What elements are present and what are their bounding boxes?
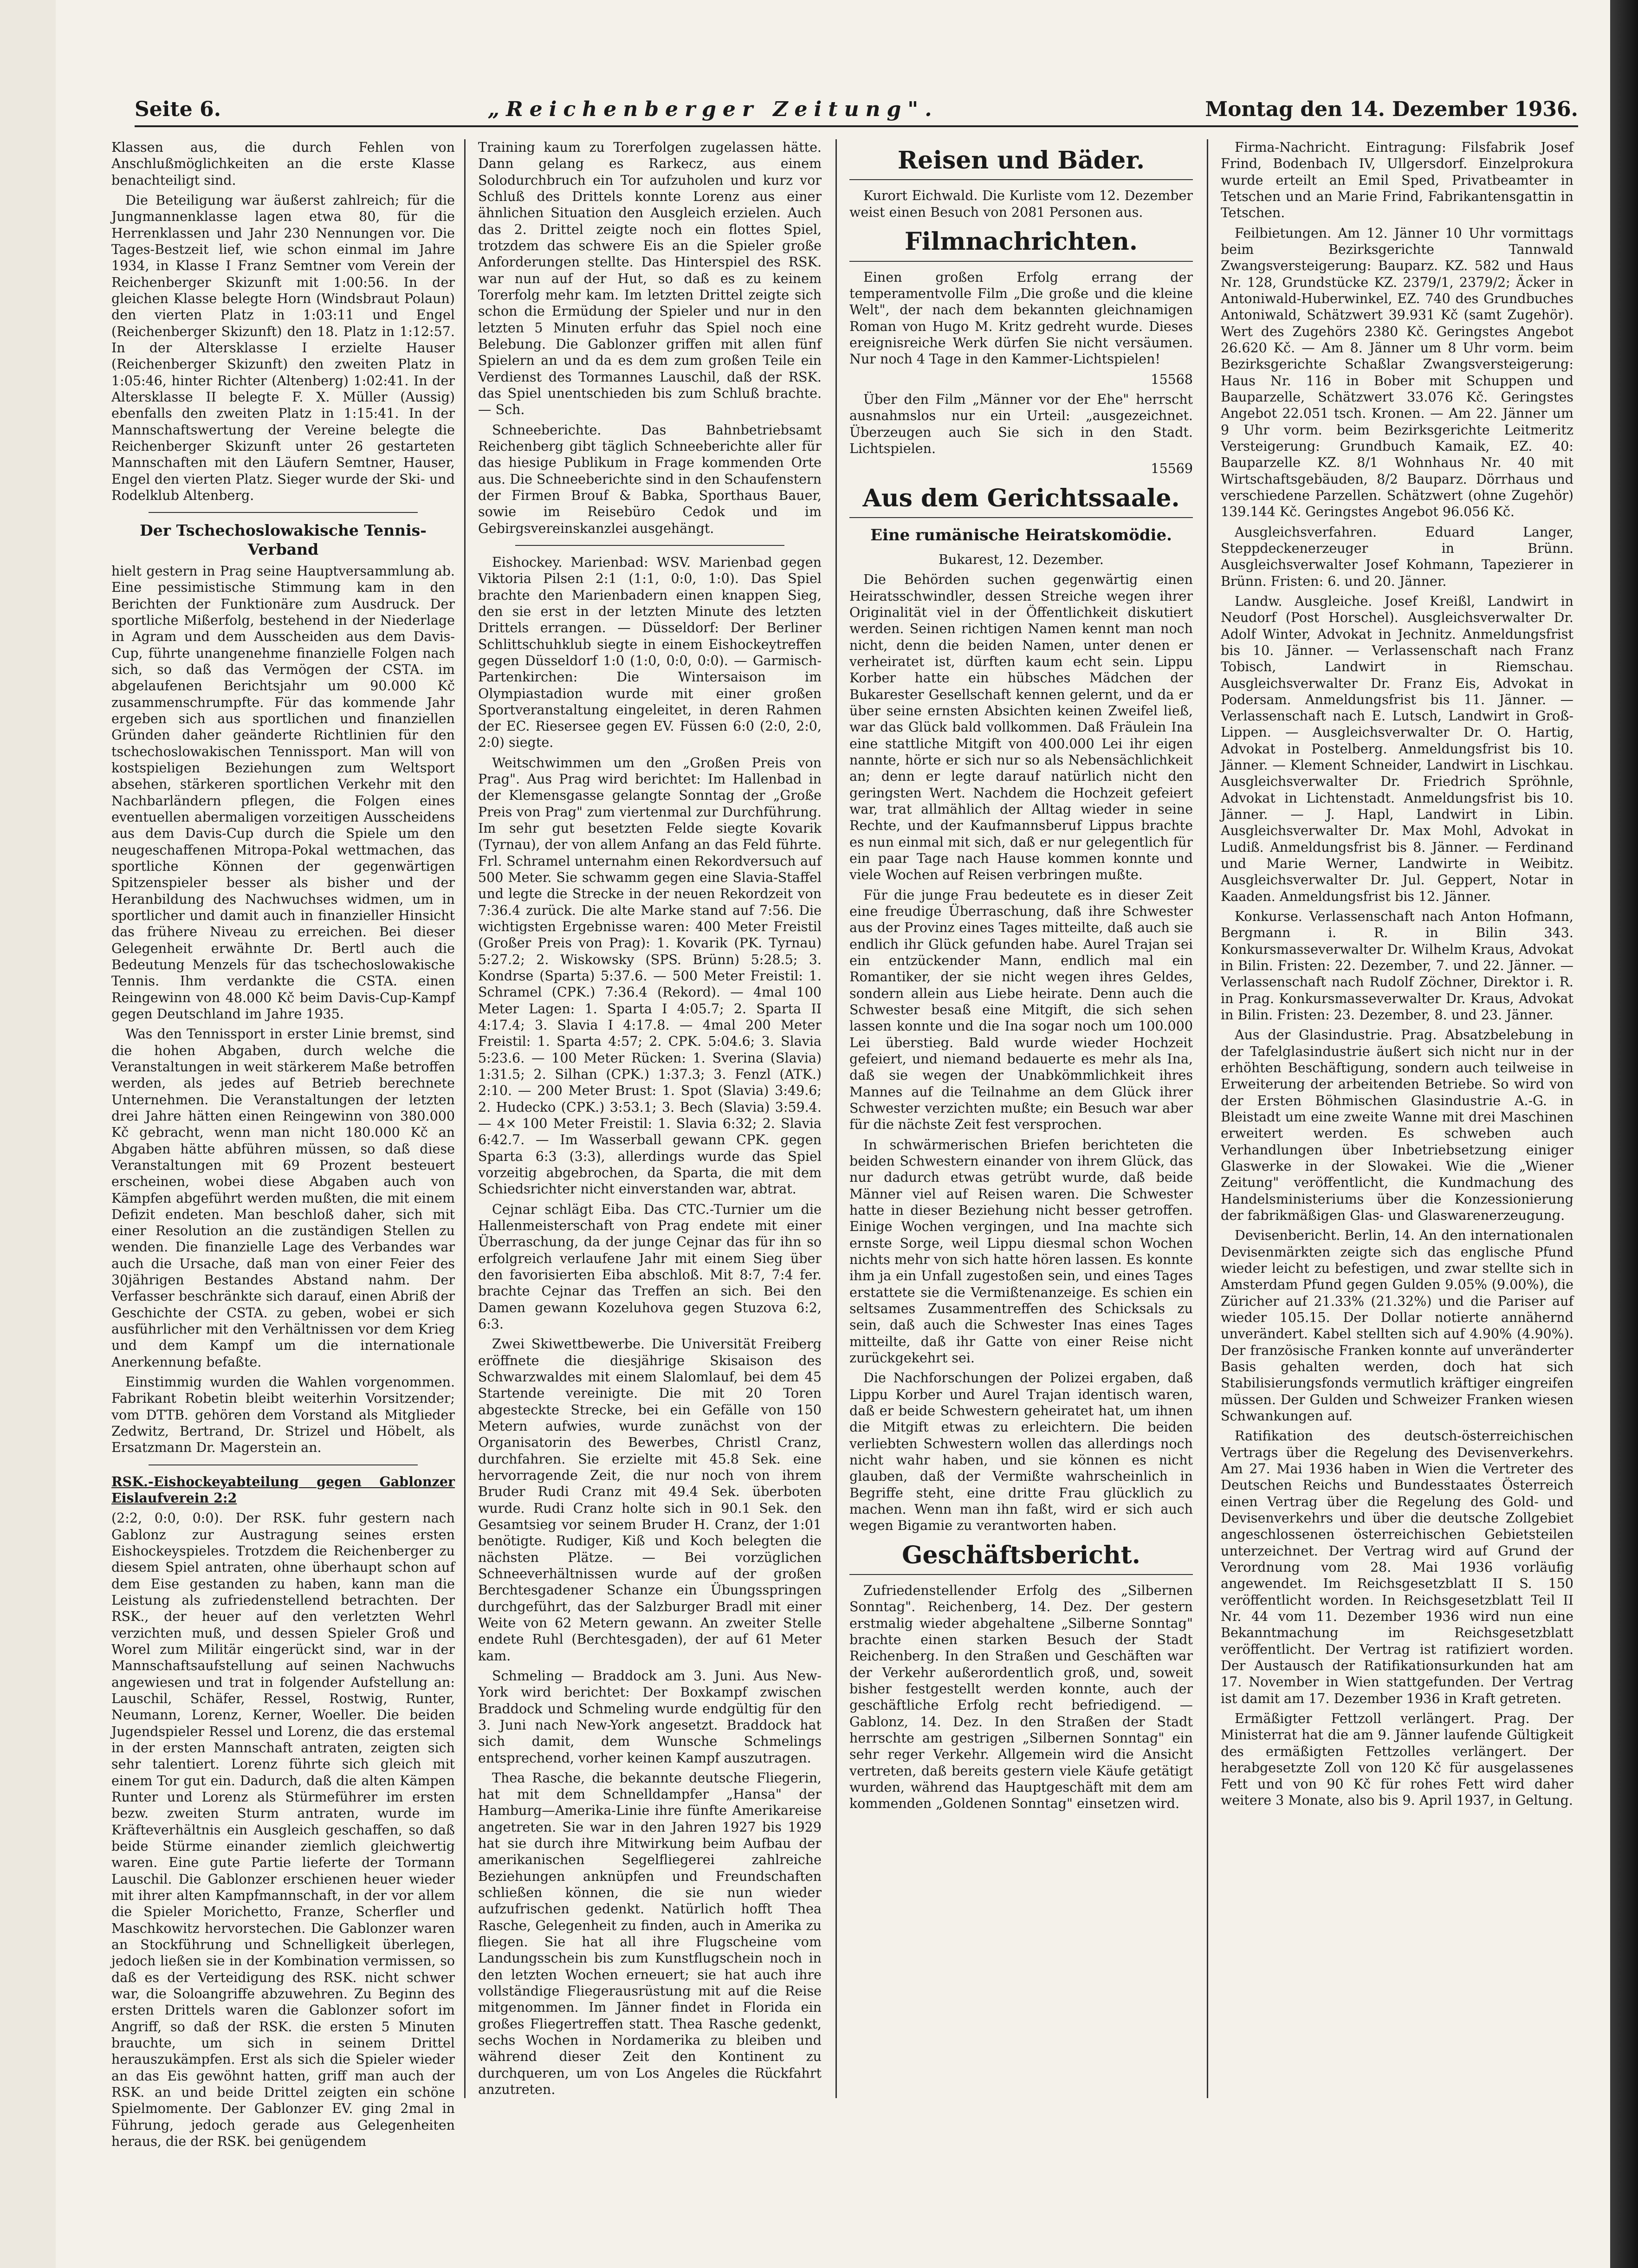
paragraph: Über den Film „Männer vor der Ehe" herrscht ausnahmslos nur ein Urteil: „ausgezeichnet. Überzeugen auch Sie sich in den Stadt. Lichtspielen. [849, 391, 1193, 456]
paragraph: Ratifikation des deutsch-österreichischen Vertrags über die Regelung des Devisenverkehrs. Am 27. Mai 1936 haben in Wien die Vertreter des Deutschen Reichs und Bundesstaates Österreich einen Vertrag über die Regelung des Gold- und Devisenverkehrs und über die deutsche Zollgebiet angeschlossenen österreichischen Gebietsteilen unterzeichnet. Der Vertrag wird auf Grund der Verordnung vom 28. Mai 1936 vorläufig angewendet. Im Reichsgesetzblatt II S. 150 veröffentlicht worden. In Reichsgesetzblatt Teil II Nr. 44 vom 11. Dezember 1936 wird nun eine Bekanntmachung im Reichsgesetzblatt veröffentlicht. Der Vertrag ist ratifiziert worden. Der Austausch der Ratifikationsurkunden hat am 17. November in Wien stattgefunden. Der Vertrag ist damit am 17. Dezember 1936 in Kraft getreten. [1221, 1428, 1573, 1706]
column-rule [835, 139, 837, 2098]
paragraph: hielt gestern in Prag seine Hauptversammlung ab. Eine pessimistische Stimmung kam in den Berichten der Funktionäre zum Ausdruck. Der sportliche Mißerfolg, bestehend in der Niederlage in Agram und dem Ausscheiden aus dem Davis-Cup, führte unangenehme finanzielle Folgen nach sich, so daß das Vermögen der CSTA. im abgelaufenen Berichtsjahr um 90.000 Kč zusammenschrumpfte. Für das kommende Jahr ergeben sich aus sportlichen und finanziellen Gründen daher geänderte Richtlinien für den tschechoslowakischen Tennissport. Man will von kostspieligen Beziehungen zum Weltsport absehen, stärkeren sportlichen Verkehr mit den Nachbarländern pflegen, die Folgen eines eventuellen abermaligen vorzeitigen Ausscheidens aus dem Davis-Cup durch die Spiele um den neugeschaffenen Mitropa-Pokal wettmachen, das sportliche Können der gegenwärtigen Spitzenspieler besser als bisher und der Heranbildung des Nachwuchses widmen, um in sportlicher und damit auch in finanzieller Hinsicht das frühere Niveau zu erreichen. Bei dieser Gelegenheit erwähnte Dr. Bertl auch die Bedeutung Menzels für das tschechoslowakische Tennis. Ihm verdankte die CSTA. einen Reingewinn von 48.000 Kč beim Davis-Cup-Kampf gegen Deutschland im Jahre 1935. [111, 564, 455, 1022]
paragraph: Cejnar schlägt Eiba. Das CTC.-Turnier um die Hallenmeisterschaft von Prag endete mit einer Überraschung, da der junge Cejnar das für ihn so erfolgreich verlaufene Jahr mit einem Sieg über den favorisierten Eiba abschloß. Mit 8:7, 7:4 fer. brachte Cejnar das Treffen an sich. Bei den Damen gewann Kozeluhova gegen Stuzova 6:2, 6:3. [478, 1201, 822, 1332]
page-number: Seite 6. [135, 97, 221, 121]
paragraph: Eishockey. Marienbad: WSV. Marienbad gegen Viktoria Pilsen 2:1 (1:1, 0:0, 1:0). Das Spiel brachte den Marienbadern einen knappen Sieg, den sie erst in der letzten Minute des letzten Drittels errangen. — Düsseldorf: Der Berliner Schlittschuhklub siegte in einem Eishockeytreffen gegen Düsseldorf 1:0 (1:0, 0:0, 0:0). — Garmisch-Partenkirchen: Die Wintersaison im Olympiastadion wurde mit einer großen Sportveranstaltung eingeleitet, in deren Rahmen der EC. Riesersee gegen EV. Füssen 6:0 (2:0, 2:0, 2:0) siegte. [478, 554, 822, 751]
divider [149, 1464, 418, 1465]
page-header [135, 93, 1578, 127]
paragraph: In schwärmerischen Briefen berichteten die beiden Schwestern einander von ihrem Glück, das nur dadurch etwas getrübt wurde, daß beide Männer viel auf Reisen waren. Die Schwester hatte in dieser Beziehung nicht besser getroffen. Einige Wochen vergingen, und Ina machte sich ernste Sorge, weil Lippu diesmal schon Wochen nichts mehr von sich hatte hören lassen. Es konnte ihm ja ein Unfall zugestoßen sein, und eines Tages erstattete sie die Vermißtenanzeige. Es schien ein seltsames Zusammentreffen des Schicksals zu sein, daß auch die Schwester Inas eines Tages mitteilte, daß ihr Gatte von einer Reise nicht zurückgekehrt sei. [849, 1137, 1193, 1366]
paragraph: Klassen aus, die durch Fehlen von Anschlußmöglichkeiten an die erste Klasse benachteiligt sind. [111, 140, 455, 188]
paragraph: Ausgleichsverfahren. Eduard Langer, Steppdeckenerzeuger in Brünn. Ausgleichsverwalter Josef Kohmann, Tapezierer in Brünn. Fristen: 6. und 20. Jänner. [1221, 524, 1573, 589]
paragraph: Zufriedenstellender Erfolg des „Silbernen Sonntag". Reichenberg, 14. Dez. Der gestern erstmalig wieder abgehaltene „Silberne Sonntag" brachte einen starken Besuch der Stadt Reichenberg. In den Straßen und Geschäften war der Verkehr außerordentlich groß, und, soweit bisher festgestellt werden konnte, auch der geschäftliche Erfolg recht befriedigend. — Gablonz, 14. Dez. In den Straßen der Stadt herrschte am gestrigen „Silbernen Sonntag" ein sehr reger Verkehr. Allgemein wird die Ansicht vertreten, daß bereits gestern viele Käufe getätigt wurden, während das Hauptgeschäft mit dem am kommenden „Goldenen Sonntag" einsetzen wird. [849, 1582, 1193, 1812]
section-title: Reisen und Bäder. [849, 146, 1193, 180]
page-left-edge [0, 0, 56, 2268]
divider [515, 545, 784, 546]
paragraph: Die Beteiligung war äußerst zahlreich; für die Jungmannenklasse lagen etwa 80, für die Herrenklassen und Jahr 230 Nennungen vor. Die Tages-Bestzeit lief, wie schon einmal im Jahre 1934, in Klasse I Franz Semtner vom Verein der Reichenberger Skizunft mit 1:00:56. In der gleichen Klasse belegte Horn (Windsbraut Polaun) den vierten Platz in 1:03:11 und Engel (Reichenberger Skizunft) den 18. Platz in 1:12:57. In der Altersklasse I erzielte Hauser (Reichenberger Skizunft) den zweiten Platz in 1:05:46, hinter Richter (Altenberg) 1:02:41. In der Altersklasse II belegte F. X. Müller (Aussig) ebenfalls den zweiten Platz in 1:15:41. In der Mannschaftswertung der Vereine belegte die Reichenberger Skizunft unter 26 gestarteten Mannschaften mit den Läufern Semtner, Hauser, Engel den vierten Platz. Sieger wurde der Ski- und Rodelklub Altenberg. [111, 192, 455, 503]
paragraph: (2:2, 0:0, 0:0). Der RSK. fuhr gestern nach Gablonz zur Austragung seines ersten Eishockeyspieles. Trotzdem die Reichenberger zu diesem Spiel antraten, ohne überhaupt schon auf dem Eise gestanden zu haben, kann man die Leistung als zufriedenstellend betrachten. Der RSK., der heuer auf den verletzten Wehrl verzichten muß, und dessen Spieler Groß und Worel zum Militär eingerückt sind, war in der Mannschaftsaufstellung auf seinen Nachwuchs angewiesen und trat in folgender Aufstellung an: Lauschil, Schäfer, Ressel, Rostwig, Runter, Neumann, Lorenz, Kerner, Woeller. Die beiden Jugendspieler Ressel und Lorenz, die das erstemal in der ersten Mannschaft antraten, zeigten sich sehr talentiert. Lorenz führte sich gleich mit einem Tor gut ein. Dadurch, daß die alten Kämpen Runter und Lorenz als Stürmeführer im ersten bezw. zweiten Sturm antraten, wurde im Kräfteverhältnis ein Ausgleich geschaffen, so daß beide Stürme einander ziemlich gleichwertig waren. Eine gute Partie lieferte der Tormann Lauschil. Die Gablonzer erschienen heuer wieder mit ihrer alten Kampfmannschaft, in der vor allem die Spieler Morichetto, Franze, Scherfler und Maschkowitz hervorstechen. Die Gablonzer waren an Stockführung und Schnelligkeit überlegen, jedoch ließen sie in der Kombination vermissen, so daß es der Verteidigung des RSK. nicht schwer war, die Soloangriffe abzuwehren. Zu Beginn des ersten Drittels waren die Gablonzer sofort im Angriff, so daß der RSK. die ersten 5 Minuten brauchte, um sich in seinem Drittel herauszukämpfen. Erst als sich die Spieler wieder an das Eis gewöhnt hatten, griff man auch der RSK. an und beide Drittel zeigten ein schöne Spielmomente. Der Gablonzer EV. ging 2mal in Führung, jedoch gerade aus Gelegenheiten heraus, die der RSK. bei genügendem [111, 1510, 455, 2149]
paragraph: Feilbietungen. Am 12. Jänner 10 Uhr vormittags beim Bezirksgerichte Tannwald Zwangsversteigerung: Bauparz. KZ. 582 und Haus Nr. 128, Grundstücke KZ. 2379/1, 2379/2; Äcker in Antoniwald-Huberwinkel, EZ. 740 des Grundbuches Antoniwald, Schätzwert 39.931 Kč (samt Zugehör). Wert des Zugehörs 2380 Kč. Geringstes Angebot 26.620 Kč. — Am 8. Jänner um 8 Uhr vorm. beim Bezirksgerichte Schaßlar Zwangsversteigerung: Haus Nr. 116 in Bober mit Schuppen und Bauparzelle, Schätzwert 33.076 Kč. Geringstes Angebot 22.051 tsch. Kronen. — Am 22. Jänner um 9 Uhr vorm. beim Bezirksgerichte Leitmeritz Versteigerung: Grundbuch Kamaik, EZ. 40: Bauparzelle KZ. 8/1 Wohnhaus Nr. 40 mit Wirtschaftsgebäuden, 8/2 Bauparz. Dörrhaus und verschiedene Parzellen. Schätzwert (ohne Zugehör) 139.144 Kč. Geringstes Angebot 96.056 Kč. [1221, 225, 1573, 520]
paragraph: Schneeberichte. Das Bahnbetriebsamt Reichenberg gibt täglich Schneeberichte aller für das hiesige Publikum in Frage kommenden Orte aus. Die Schneeberichte sind in den Schaufenstern der Firmen Brouf & Babka, Sporthaus Bauer, sowie im Reisebüro Cedok und im Gebirgsvereinskanzlei ausgehängt. [478, 422, 822, 536]
paragraph: Weitschwimmen um den „Großen Preis von Prag". Aus Prag wird berichtet: Im Hallenbad in der Klemensgasse gelangte Sonntag der „Große Preis von Prag" zum viertenmal zur Durchführung. Im sehr gut besetzten Felde siegte Kovarik (Tyrnau), der von allem Anfang an das Feld führte. Frl. Schramel unternahm einen Rekordversuch auf 500 Meter. Sie schwamm gegen eine Slavia-Staffel und legte die Strecke in der neuen Rekordzeit von 7:36.4 zurück. Die alte Marke stand auf 7:56. Die wichtigsten Ergebnisse waren: 400 Meter Freistil (Großer Preis von Prag): 1. Kovarik (PK. Tyrnau) 5:27.2; 2. Wiskowsky (SPS. Brünn) 5:28.5; 3. Kondrse (Sparta) 5:37.6. — 500 Meter Freistil: 1. Schramel (CPK.) 7:36.4 (Rekord). — 4mal 100 Meter Lagen: 1. Sparta I 4:05.7; 2. Sparta II 4:17.4; 3. Slavia I 4:17.8. — 4mal 200 Meter Freistil: 1. Sparta 4:57; 2. CPK. 5:04.6; 3. Slavia 5:23.6. — 100 Meter Rücken: 1. Sverina (Slavia) 1:31.5; 2. Silhan (CPK.) 1:37.3; 3. Fenzl (ATK.) 2:10. — 200 Meter Brust: 1. Spot (Slavia) 3:49.6; 2. Hudecko (CPK.) 3:53.1; 3. Bech (Slavia) 3:59.4. — 4× 100 Meter Freistil: 1. Slavia 6:32; 2. Slavia 6:42.7. — Im Wasserball gewann CPK. gegen Sparta 6:3 (3:3), allerdings wurde das Spiel vorzeitig abgebrochen, da Sparta, die mit dem Schiedsrichter nicht einverstanden war, abtrat. [478, 755, 822, 1197]
paragraph: Devisenbericht. Berlin, 14. An den internationalen Devisenmärkten zeigte sich das englische Pfund wieder leicht zu befestigen, und zwar stellte sich in Amsterdam Pfund gegen Gulden 9.05% (9.00%), die Züricher auf 21.33% (21.32%) und die Pariser auf wieder 105.15. Der Dollar notierte annähernd unverändert. Kabel stellten sich auf 4.90% (4.90%). Der französische Franken konnte auf unveränderter Basis gehalten werden, doch hat sich Stabilisierungsfonds vermutlich kräftiger eingreifen müssen. Der Gulden und Schweizer Franken wiesen Schwankungen auf. [1221, 1228, 1573, 1424]
article-heading: RSK.-Eishockeyabteilung gegen Gablonzer Eislaufverein 2:2 [111, 1473, 455, 1506]
paragraph: Zwei Skiwettbewerbe. Die Universität Freiberg eröffnete die diesjährige Skisaison des Schwarzwaldes mit einem Slalomlauf, bei dem 45 Startende vereinigte. Die mit 20 Toren abgesteckte Strecke, bei ein Gefälle von 150 Metern aufwies, wurde zunächst von der Organisatorin des Bewerbes, Christl Cranz, durchfahren. Sie erzielte mit 45.8 Sek. eine hervorragende Zeit, die nur noch von ihrem Bruder Rudi Cranz mit 49.4 Sek. überboten wurde. Rudi Cranz holte sich in 90.1 Sek. den Gesamtsieg vor seinem Bruder H. Cranz, der 1:01 benötigte. Rudiger, Kiß und Koch belegten die nächsten Plätze. — Bei vorzüglichen Schneeverhältnissen wurde auf der großen Berchtesgadener Schanze ein Übungsspringen durchgeführt, das der Salzburger Bradl mit einer Weite von 62 Metern gewann. An zweiter Stelle endete Ruhl (Berchtesgaden), der auf 61 Meter kam. [478, 1336, 822, 1664]
column-3 [849, 139, 1193, 1816]
column-4 [1221, 139, 1573, 1813]
paragraph: Aus der Glasindustrie. Prag. Absatzbelebung in der Tafelglasindustrie äußert sich nicht nur in der erhöhten Beschäftigung, sondern auch teilweise in Erweiterung der arbeitenden Betriebe. So wird von der Ersten Böhmischen Glasindustrie A.-G. in Bleistadt um eine zweite Wanne mit drei Maschinen erweitert werden. Es schweben auch Verhandlungen über Inbetriebsetzung einiger Glaswerke in der Slowakei. Wie die „Wiener Zeitung" veröffentlicht, die Kundmachung des Handelsministeriums über die Konzessionierung der fabrikmäßigen Glas- und Glaswarenerzeugung. [1221, 1027, 1573, 1223]
paragraph: Firma-Nachricht. Eintragung: Filsfabrik Josef Frind, Bodenbach IV, Ullgersdorf. Einzelprokura wurde erteilt an Emil Sped, Privatbeamter in Tetschen und an Marie Frind, Fabrikantensgattin in Tetschen. [1221, 140, 1573, 221]
ad-number: 15569 [1151, 461, 1193, 477]
paragraph: Die Nachforschungen der Polizei ergaben, daß Lippu Korber und Aurel Trajan identisch waren, daß er beide Schwestern geheiratet hat, um ihnen die Mitgift etwas zu erleichtern. Die beiden verliebten Schwestern wollen das allerdings noch nicht wahr haben, und sie können es nicht glauben, daß der Vermißte wahrscheinlich in Begriffe steht, eine dritte Frau glücklich zu machen. Wenn man ihn faßt, wird er sich auch wegen Bigamie zu verantworten haben. [849, 1370, 1193, 1534]
paragraph: Konkurse. Verlassenschaft nach Anton Hofmann, Bergmann i. R. in Bilin 343. Konkursmasseverwalter Dr. Wilhelm Kraus, Advokat in Bilin. Fristen: 22. Dezember, 7. und 22. Jänner. — Verlassenschaft nach Rudolf Zöchner, Direktor i. R. in Prag. Konkursmasseverwalter Dr. Kraus, Advokat in Bilin. Fristen: 23. Dezember, 8. und 23. Jänner. [1221, 909, 1573, 1023]
column-rule [1207, 139, 1208, 2098]
column-rule [464, 139, 466, 2098]
article-heading: Der Tschechoslowakische Tennis-Verband [140, 521, 427, 559]
paragraph: Ermäßigter Fettzoll verlängert. Prag. Der Ministerrat hat die am 9. Jänner laufende Gültigkeit des ermäßigten Fettzolles verlängert. Der herabgesetzte Zoll von 120 Kč für ausgelassenes Fett und von 90 Kč für rohes Fett wird daher weitere 3 Monate, also bis 9. April 1937, in Geltung. [1221, 1711, 1573, 1808]
paragraph: Landw. Ausgleiche. Josef Kreißl, Landwirt in Neudorf (Post Horschel). Ausgleichsverwalter Dr. Adolf Winter, Advokat in Jechnitz. Anmeldungsfrist bis 10. Jänner. — Verlassenschaft nach Franz Tobisch, Landwirt in Riemschau. Ausgleichsverwalter Dr. Franz Eis, Advokat in Podersam. Anmeldungsfrist bis 11. Jänner. — Verlassenschaft nach E. Lutsch, Landwirt in Groß-Lippen. — Ausgleichsverwalter Dr. O. Hartig, Advokat in Postelberg. Anmeldungsfrist bis 10. Jänner. — Klement Schneider, Landwirt in Lischkau. Ausgleichsverwalter Dr. Friedrich Spröhnle, Advokat in Lichtenstadt. Anmeldungsfrist bis 10. Jänner. — J. Hapl, Landwirt in Libin. Ausgleichsverwalter Dr. Max Mohl, Advokat in Ludiß. Anmeldungsfrist bis 8. Jänner. — Ferdinand und Marie Werner, Landwirte in Weibitz. Ausgleichsverwalter Dr. Jul. Geppert, Notar in Kaaden. Anmeldungsfrist bis 12. Jänner. [1221, 593, 1573, 904]
paragraph: Einen großen Erfolg errang der temperamentvolle Film „Die große und die kleine Welt", der nach dem bekannten gleichnamigen Roman von Hugo M. Kritz gedreht wurde. Dieses ereignisreiche Werk dürfen Sie nicht versäumen. Nur noch 4 Tage in den Kammer-Lichtspielen! [849, 269, 1193, 367]
dateline: Bukarest, 12. Dezember. [939, 552, 1104, 568]
divider [149, 512, 418, 513]
paragraph: Was den Tennissport in erster Linie bremst, sind die hohen Abgaben, durch welche die Veranstaltungen in weit stärkerem Maße betroffen werden, als jedes auf Betrieb berechnete Unternehmen. Die Veranstaltungen der letzten drei Jahre hätten einen Reingewinn von 380.000 Kč gebracht, wenn man nicht 180.000 Kč an Abgaben hätte abführen müssen, so daß diese Veranstaltungen mit 69 Prozent besteuert erscheinen, wobei diese Abgaben auch von Kämpfen abgeführt werden mußten, die mit einem Defizit endeten. Man beschloß daher, sich mit einer Resolution an die zuständigen Stellen zu wenden. Die finanzielle Lage des Verbandes war auch die Ursache, daß man von einer Feier des 30jährigen Bestandes Abstand nahm. Der Verfasser beschränkte sich darauf, einen Abriß der Geschichte der CSTA. zu geben, wobei er sich ausführlicher mit den Verhältnissen vor dem Krieg und dem Kampf um die internationale Anerkennung befaßte. [111, 1026, 455, 1370]
section-title: Filmnachrichten. [849, 227, 1193, 261]
section-subtitle: Eine rumänische Heiratskomödie. [870, 526, 1172, 544]
masthead-title: „Reichenberger Zeitung". [487, 97, 939, 121]
paragraph: Schmeling — Braddock am 3. Juni. Aus New-York wird berichtet: Der Boxkampf zwischen Braddock und Schmeling wurde endgültig für den 3. Juni nach New-York angesetzt. Braddock hat sich damit, dem Wunsche Schmelings entsprechend, vorher keinen Kampf auszutragen. [478, 1668, 822, 1766]
paragraph: Für die junge Frau bedeutete es in dieser Zeit eine freudige Überraschung, daß ihre Schwester aus der Provinz eines Tages mitteilte, daß auch sie endlich ihr Glück gefunden habe. Aurel Trajan sei ein entzückender Mann, endlich mal ein Romantiker, der sie nicht wegen ihres Geldes, sondern allein aus Liebe heirate. Denn auch die Schwester besaß eine Mitgift, die sich sehen lassen konnte und die Ina sogar noch um 100.000 Lei überstieg. Bald wurde wieder Hochzeit gefeiert, und niemand bedauerte es mehr als Ina, daß sie wegen der Unabkömmlichkeit ihres Mannes auf die Teilnahme an dem Glück ihrer Schwester verzichten mußte; ein Besuch war aber für die nächste Zeit fest versprochen. [849, 887, 1193, 1133]
paragraph: Einstimmig wurden die Wahlen vorgenommen. Fabrikant Robetin bleibt weiterhin Vorsitzender; vom DTTB. gehören dem Vorstand als Mitglieder Zedwitz, Bertrand, Dr. Strizel und Höbelt, als Ersatzmann Dr. Magerstein an. [111, 1374, 455, 1456]
section-title: Aus dem Gerichtssaale. [849, 484, 1193, 518]
paragraph: Kurort Eichwald. Die Kurliste vom 12. Dezember weist einen Besuch von 2081 Personen aus. [849, 188, 1193, 220]
paragraph: Thea Rasche, die bekannte deutsche Fliegerin, hat mit dem Schnelldampfer „Hansa" der Hamburg—Amerika-Linie ihre fünfte Amerikareise angetreten. Sie war in den Jahren 1927 bis 1929 hat sie durch ihre Mitwirkung beim Aufbau der amerikanischen Segelfliegerei zahlreiche Beziehungen anknüpfen und Freundschaften schließen können, die sie nun wieder aufzufrischen gedenkt. Natürlich hofft Thea Rasche, Gelegenheit zu finden, auch in Amerika zu fliegen. Sie hat all ihre Flugscheine vom Landungsschein bis zum Kunstflugschein noch in den letzten Wochen erneuert; sie hat auch ihre vollständige Fliegerausrüstung mit auf die Reise mitgenommen. Im Jänner findet in Florida ein großes Fliegertreffen statt. Thea Rasche gedenkt, sechs Wochen in Nordamerika zu bleiben und während dieser Zeit den Kontinent zu durchqueren, um von Los Angeles die Rückfahrt anzutreten. [478, 1770, 822, 2098]
ad-number: 15568 [1151, 371, 1193, 387]
section-title: Geschäftsbericht. [849, 1541, 1193, 1575]
issue-date: Montag den 14. Dezember 1936. [1205, 97, 1578, 121]
binding-shadow [1610, 0, 1638, 2268]
paragraph: Die Behörden suchen gegenwärtig einen Heiratsschwindler, dessen Streiche wegen ihrer Originalität viel in der Öffentlichkeit diskutiert werden. Seinen richtigen Namen kennt man noch nicht, denn die beiden Namen, unter denen er verheiratet ist, dürften kaum echt sein. Lippu Korber hatte ein hübsches Mädchen der Bukarester Gesellschaft kennen gelernt, und da er über seine ernsten Absichten keinen Zweifel ließ, war das Glück bald vollkommen. Daß Fräulein Ina eine stattliche Mitgift von 400.000 Lei ihr eigen nannte, hörte er sich nur so als Nebensächlichkeit an; denn er legte darauf natürlich nicht den geringsten Wert. Nachdem die Hochzeit gefeiert war, trat allmählich der Alltag wieder in seine Rechte, und der Kaufmannsberuf Lippus brachte es nun einmal mit sich, daß er nur gelegentlich für ein paar Tage nach Hause kommen konnte und viele Wochen auf Reisen verbringen mußte. [849, 572, 1193, 883]
column-1 [111, 139, 455, 2153]
paragraph: Training kaum zu Torerfolgen zugelassen hätte. Dann gelang es Rarkecz, aus einem Solodurchbruch ein Tor aufzuholen und kurz vor Schluß des Drittels konnte Lorenz aus einer ähnlichen Situation den Ausgleich erzielen. Auch das 2. Drittel zeigte noch ein flottes Spiel, trotzdem das schwere Eis an die Spieler große Anforderungen stellte. Das Hinterspiel des RSK. war nun auf der Hut, so daß es zu keinem Torerfolg mehr kam. Im letzten Drittel zeigte sich schon die Ermüdung der Spieler und nur in den letzten 5 Minuten erfuhr das Spiel noch eine Belebung. Die Gablonzer griffen mit allen fünf Spielern an und da es dem zum großen Teile ein Verdienst des Tormannes Lauschil, daß der RSK. das Spiel unentschieden bis zum Schluß brachte. — Sch. [478, 140, 822, 418]
column-2 [478, 139, 822, 2101]
